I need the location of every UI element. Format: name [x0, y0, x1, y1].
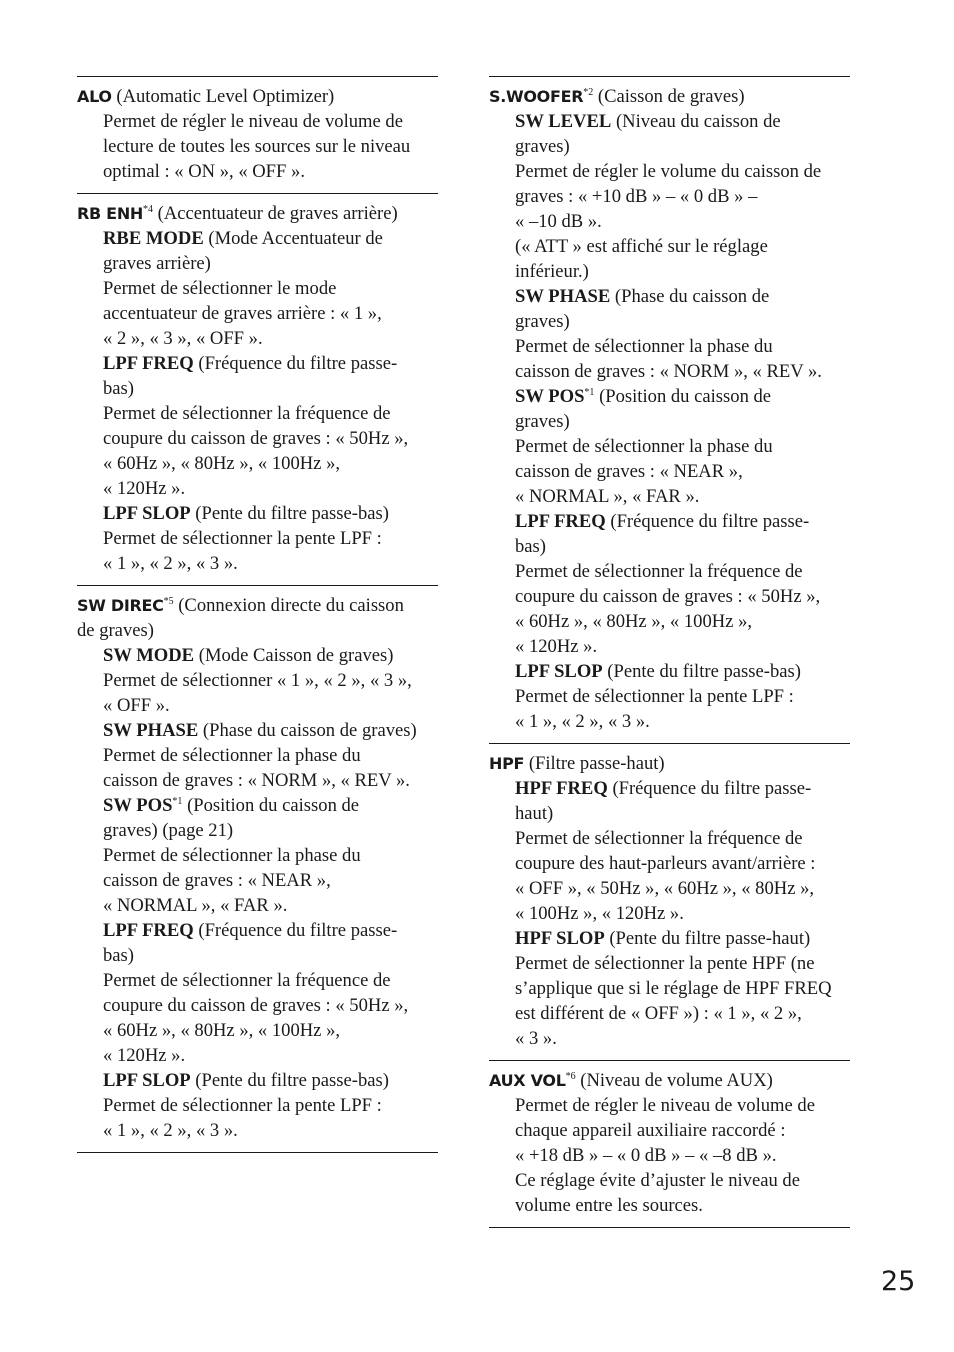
sub-option-header	[489, 659, 850, 684]
line-text: « 120Hz ».	[103, 478, 186, 499]
line-text: caisson de graves : « NEAR »,	[103, 870, 331, 891]
sub-option-name: LPF FREQ	[515, 511, 606, 532]
line-text: « 1 », « 2 », « 3 ».	[103, 1120, 238, 1141]
line-text: (Phase du caisson de graves)	[202, 720, 417, 741]
setting-entry	[77, 76, 438, 193]
line-text: est différent de « OFF ») : « 1 », « 2 »,	[515, 1003, 802, 1024]
description-line	[489, 1118, 850, 1143]
line-text: « 1 », « 2 », « 3 ».	[515, 711, 650, 732]
sub-option-name: RBE MODE	[103, 228, 204, 249]
line-text: (Niveau du caisson de	[615, 111, 781, 132]
sub-option-header	[489, 384, 850, 409]
line-text: (Pente du filtre passe-bas)	[607, 661, 801, 682]
description-line	[77, 1018, 438, 1043]
line-text: (Fréquence du filtre passe-	[198, 920, 398, 941]
line-text: (Fréquence du filtre passe-	[610, 511, 810, 532]
line-text: « 60Hz », « 80Hz », « 100Hz »,	[103, 1020, 341, 1041]
description-line	[77, 426, 438, 451]
line-text: (« ATT » est affiché sur le réglage	[515, 236, 768, 257]
line-text: « 60Hz », « 80Hz », « 100Hz »,	[103, 453, 341, 474]
line-text: (Fréquence du filtre passe-	[198, 353, 398, 374]
line-text: « 120Hz ».	[103, 1045, 186, 1066]
description-line	[489, 484, 850, 509]
description-line	[489, 1193, 850, 1218]
line-text: coupure du caisson de graves : « 50Hz »,	[515, 586, 821, 607]
sub-option-header	[77, 501, 438, 526]
description-line	[489, 609, 850, 634]
description-line	[489, 359, 850, 384]
description-line	[77, 1118, 438, 1143]
description-line	[489, 459, 850, 484]
setting-title: (Niveau de volume AUX)	[580, 1070, 773, 1091]
description-line	[77, 276, 438, 301]
line-text: Permet de sélectionner la phase du	[515, 436, 773, 457]
line-text: graves)	[515, 411, 570, 432]
sub-option-name: LPF FREQ	[103, 353, 194, 374]
description-line	[489, 434, 850, 459]
description-line	[489, 334, 850, 359]
footnote-marker: *2	[583, 87, 594, 98]
line-text: graves : « +10 dB » – « 0 dB » –	[515, 186, 758, 207]
setting-header	[489, 751, 850, 776]
description-line	[77, 376, 438, 401]
line-text: bas)	[103, 945, 134, 966]
description-line	[77, 476, 438, 501]
description-line	[77, 968, 438, 993]
line-text: Ce réglage évite d’ajuster le niveau de	[515, 1170, 800, 1191]
description-line	[77, 301, 438, 326]
description-line	[489, 826, 850, 851]
setting-key: SW DIREC	[77, 596, 164, 615]
description-line	[77, 618, 438, 643]
line-text: graves)	[515, 136, 570, 157]
description-line	[77, 668, 438, 693]
description-line	[489, 709, 850, 734]
line-text: (Phase du caisson de	[614, 286, 770, 307]
setting-header	[489, 84, 850, 109]
left-column	[77, 76, 438, 1153]
setting-entry	[77, 585, 438, 1153]
line-text: caisson de graves : « NORM », « REV ».	[103, 770, 410, 791]
description-line	[77, 526, 438, 551]
line-text: s’applique que si le réglage de HPF FREQ	[515, 978, 832, 999]
sub-option-header	[77, 718, 438, 743]
setting-entry	[77, 193, 438, 585]
sub-option-name: LPF SLOP	[103, 1070, 191, 1091]
footnote-marker: *4	[143, 204, 153, 215]
description-line	[489, 1001, 850, 1026]
sub-option-name: SW MODE	[103, 645, 195, 666]
line-text: Permet de sélectionner « 1 », « 2 », « 3 »,	[103, 670, 412, 691]
footnote-marker: *6	[565, 1071, 576, 1082]
sub-option-header	[77, 1068, 438, 1093]
page-number: 25	[881, 1266, 916, 1297]
right-column	[489, 76, 850, 1228]
line-text: caisson de graves : « NORM », « REV ».	[515, 361, 822, 382]
line-text: « 2 », « 3 », « OFF ».	[103, 328, 263, 349]
setting-header	[489, 1068, 850, 1093]
description-line	[489, 534, 850, 559]
sub-option-name: SW POS	[103, 795, 173, 816]
sub-option-header	[489, 509, 850, 534]
description-line	[77, 693, 438, 718]
line-text: « OFF », « 50Hz », « 60Hz », « 80Hz »,	[515, 878, 815, 899]
line-text: graves)	[515, 311, 570, 332]
description-line	[489, 234, 850, 259]
line-text: lecture de toutes les sources sur le niveau	[103, 136, 411, 157]
line-text: Permet de sélectionner la phase du	[103, 745, 361, 766]
sub-option-name: SW PHASE	[515, 286, 611, 307]
setting-entry	[489, 743, 850, 1060]
line-text: « OFF ».	[103, 695, 170, 716]
line-text: accentuateur de graves arrière : « 1 »,	[103, 303, 382, 324]
line-text: Permet de sélectionner la fréquence de	[103, 970, 391, 991]
description-line	[489, 684, 850, 709]
setting-key: ALO	[77, 87, 112, 106]
description-line	[77, 451, 438, 476]
sub-option-name: LPF FREQ	[103, 920, 194, 941]
line-text: « NORMAL », « FAR ».	[515, 486, 700, 507]
line-text: optimal : « ON », « OFF ».	[103, 161, 305, 182]
setting-header	[77, 593, 438, 618]
line-text: graves arrière)	[103, 253, 211, 274]
line-text: de graves)	[77, 620, 154, 641]
line-text: Permet de sélectionner la fréquence de	[515, 828, 803, 849]
line-text: coupure des haut-parleurs avant/arrière :	[515, 853, 816, 874]
line-text: « 120Hz ».	[515, 636, 598, 657]
setting-entry	[489, 76, 850, 743]
description-line	[77, 993, 438, 1018]
description-line	[489, 409, 850, 434]
sub-option-name: SW PHASE	[103, 720, 199, 741]
description-line	[489, 184, 850, 209]
sub-option-header	[489, 776, 850, 801]
description-line	[489, 159, 850, 184]
setting-key: RB ENH	[77, 204, 143, 223]
line-text: « 100Hz », « 120Hz ».	[515, 903, 684, 924]
line-text: inférieur.)	[515, 261, 589, 282]
line-text: bas)	[515, 536, 546, 557]
description-line	[77, 1043, 438, 1068]
description-line	[489, 801, 850, 826]
description-line	[489, 1168, 850, 1193]
line-text: (Pente du filtre passe-haut)	[609, 928, 811, 949]
line-text: graves) (page 21)	[103, 820, 234, 841]
line-text: (Position du caisson de	[187, 795, 360, 816]
line-text: coupure du caisson de graves : « 50Hz »,	[103, 995, 409, 1016]
description-line	[77, 109, 438, 134]
description-line	[77, 943, 438, 968]
description-line	[489, 976, 850, 1001]
footnote-marker: *5	[163, 596, 174, 607]
line-text: « 3 ».	[515, 1028, 557, 1049]
line-text: (Pente du filtre passe-bas)	[195, 1070, 389, 1091]
line-text: (Mode Accentuateur de	[208, 228, 383, 249]
line-text: chaque appareil auxiliaire raccordé :	[515, 1120, 786, 1141]
line-text: « –10 dB ».	[515, 211, 602, 232]
setting-header	[77, 84, 438, 109]
setting-title: (Accentuateur de graves arrière)	[157, 203, 398, 224]
line-text: Permet de sélectionner le mode	[103, 278, 337, 299]
line-text: (Position du caisson de	[599, 386, 772, 407]
setting-header	[77, 201, 438, 226]
description-line	[489, 1026, 850, 1051]
line-text: Permet de sélectionner la pente HPF (ne	[515, 953, 815, 974]
setting-title: (Connexion directe du caisson	[178, 595, 404, 616]
sub-option-name: SW LEVEL	[515, 111, 612, 132]
sub-option-name: SW POS	[515, 386, 585, 407]
description-line	[77, 768, 438, 793]
line-text: Permet de sélectionner la fréquence de	[103, 403, 391, 424]
line-text: Permet de sélectionner la pente LPF :	[103, 1095, 382, 1116]
setting-title: (Caisson de graves)	[597, 86, 745, 107]
setting-key: AUX VOL	[489, 1071, 566, 1090]
line-text: haut)	[515, 803, 554, 824]
setting-entry	[489, 1060, 850, 1228]
line-text: (Mode Caisson de graves)	[198, 645, 394, 666]
description-line	[77, 1093, 438, 1118]
line-text: bas)	[103, 378, 134, 399]
description-line	[489, 259, 850, 284]
footnote-marker: *1	[584, 387, 595, 398]
sub-option-header	[77, 918, 438, 943]
description-line	[489, 1143, 850, 1168]
line-text: Permet de sélectionner la pente LPF :	[103, 528, 382, 549]
sub-option-header	[77, 226, 438, 251]
line-text: (Pente du filtre passe-bas)	[195, 503, 389, 524]
description-line	[77, 551, 438, 576]
description-line	[489, 209, 850, 234]
line-text: « NORMAL », « FAR ».	[103, 895, 288, 916]
description-line	[489, 1093, 850, 1118]
line-text: caisson de graves : « NEAR »,	[515, 461, 743, 482]
description-line	[489, 951, 850, 976]
setting-title: (Automatic Level Optimizer)	[116, 86, 335, 107]
sub-option-header	[489, 284, 850, 309]
sub-option-header	[77, 643, 438, 668]
line-text: volume entre les sources.	[515, 1195, 703, 1216]
footnote-marker: *1	[172, 796, 183, 807]
description-line	[489, 634, 850, 659]
sub-option-header	[489, 109, 850, 134]
description-line	[489, 559, 850, 584]
line-text: (Fréquence du filtre passe-	[612, 778, 812, 799]
description-line	[77, 401, 438, 426]
sub-option-name: HPF FREQ	[515, 778, 608, 799]
line-text: Permet de sélectionner la phase du	[103, 845, 361, 866]
description-line	[489, 901, 850, 926]
line-text: coupure du caisson de graves : « 50Hz »,	[103, 428, 409, 449]
line-text: « 1 », « 2 », « 3 ».	[103, 553, 238, 574]
setting-key: S.WOOFER	[489, 87, 584, 106]
sub-option-name: LPF SLOP	[103, 503, 191, 524]
line-text: Permet de sélectionner la pente LPF :	[515, 686, 794, 707]
line-text: Permet de sélectionner la fréquence de	[515, 561, 803, 582]
line-text: Permet de régler le volume du caisson de	[515, 161, 822, 182]
line-text: Permet de régler le niveau de volume de	[103, 111, 403, 132]
description-line	[489, 876, 850, 901]
description-line	[77, 893, 438, 918]
sub-option-name: HPF SLOP	[515, 928, 605, 949]
sub-option-header	[489, 926, 850, 951]
description-line	[489, 584, 850, 609]
sub-option-header	[77, 793, 438, 818]
line-text: « +18 dB » – « 0 dB » – « –8 dB ».	[515, 1145, 777, 1166]
setting-title: (Filtre passe-haut)	[528, 753, 665, 774]
line-text: Permet de sélectionner la phase du	[515, 336, 773, 357]
setting-key: HPF	[489, 754, 525, 773]
line-text: « 60Hz », « 80Hz », « 100Hz »,	[515, 611, 753, 632]
description-line	[77, 134, 438, 159]
description-line	[77, 743, 438, 768]
description-line	[489, 134, 850, 159]
description-line	[77, 818, 438, 843]
description-line	[77, 326, 438, 351]
sub-option-name: LPF SLOP	[515, 661, 603, 682]
description-line	[489, 851, 850, 876]
description-line	[77, 843, 438, 868]
sub-option-header	[77, 351, 438, 376]
line-text: Permet de régler le niveau de volume de	[515, 1095, 815, 1116]
description-line	[489, 309, 850, 334]
description-line	[77, 159, 438, 184]
description-line	[77, 251, 438, 276]
description-line	[77, 868, 438, 893]
